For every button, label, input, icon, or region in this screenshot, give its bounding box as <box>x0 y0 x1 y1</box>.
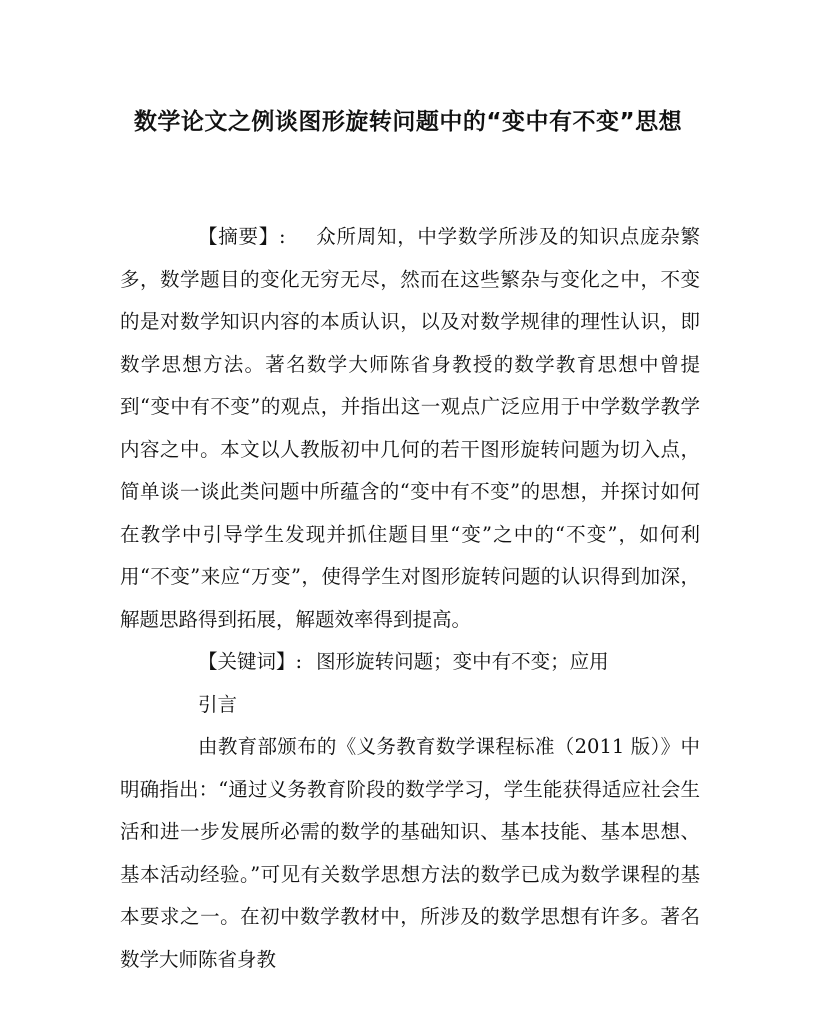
document-title: 数学论文之例谈图形旋转问题中的“变中有不变”思想 <box>133 109 683 135</box>
keywords-paragraph <box>120 641 700 684</box>
intro-paragraph: 由教育部颁布的《义务教育数学课程标准（2011 版）》中明确指出：“通过义务教育阶段的数学学习，学生能获得适应社会生活和进一步发展所必需的数学的基础知识、基本技能、基本思想、基本活动经验。”可见有关数学思想方法的数学已成为数学课程的基本要求之一。在初中数学教材中，所涉及的数学思想有许多。著名数学大师陈省身教 <box>120 735 700 971</box>
keywords-text: 图形旋转问题；变中有不变；应用 <box>316 650 609 673</box>
section-heading-introduction: 引言 <box>198 692 238 716</box>
document-body <box>120 216 700 981</box>
abstract-paragraph <box>120 216 700 641</box>
keywords-label: 【关键词】: <box>198 650 303 673</box>
abstract-text: 众所周知，中学数学所涉及的知识点庞杂繁多，数学题目的变化无穷无尽，然而在这些繁杂与变化之中，不变的是对数学知识内容的本质认识，以及对数学规律的理性认识，即数学思想方法。著名数学大师陈省身教授的数学教育思想中曾提到“变中有不变”的观点，并指出这一观点广泛应用于中学数学教学内容之中。本文以人教版初中几何的若干图形旋转问题为切入点，简单谈一谈此类问题中所蕴含的“变中有不变”的思想，并探讨如何在教学中引导学生发现并抓住题目里“变”之中的“不变”，如何利用“不变”来应“万变”，使得学生对图形旋转问题的认识得到加深，解题思路得到拓展，解题效率得到提高。 <box>120 225 700 631</box>
abstract-label: 【摘要】: <box>198 225 286 248</box>
